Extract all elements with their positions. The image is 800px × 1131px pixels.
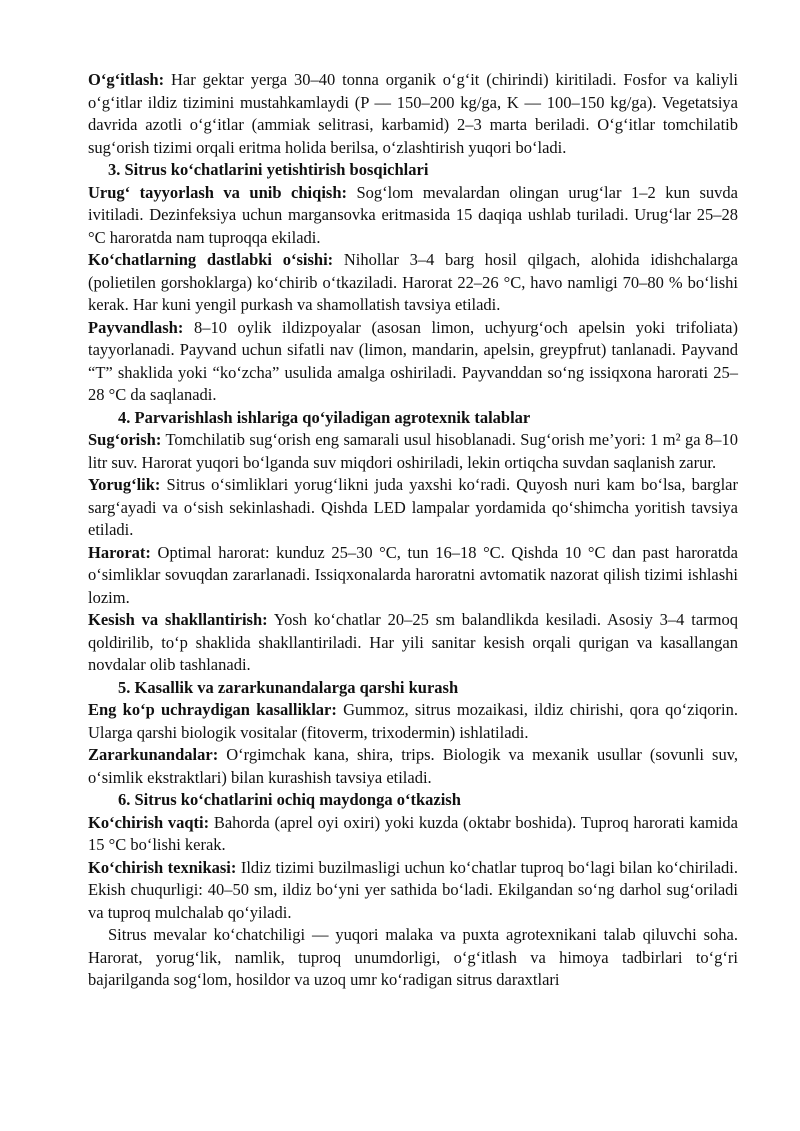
paragraph-pests <box>88 744 738 789</box>
paragraph-transplant-technique <box>88 857 738 925</box>
paragraph-transplant-time <box>88 812 738 857</box>
paragraph-label: Sug‘orish: <box>88 430 162 449</box>
paragraph-seed-preparation <box>88 182 738 250</box>
paragraph-label: Ko‘chatlarning dastlabki o‘sishi: <box>88 250 334 269</box>
section-heading-6: 6. Sitrus ko‘chatlarini ochiq maydonga o‘tkazish <box>118 790 461 809</box>
paragraph-fertilizing <box>88 69 738 159</box>
paragraph-text: Har gektar yerga 30–40 tonna organik o‘g‘it (chirindi) kiritiladi. Fosfor va kaliyli o‘g‘itlar ildiz tizimini mustahkamlaydi (P — 150–200 kg/ga, K — 100–150 kg/ga). Vegetatsiya davrida azotli o‘g‘itlar (ammiak selitrasi, karbamid) 2–3 marta beriladi. O‘g‘itlar tomchilatib sug‘orish tizimi orqali eritma holida berilsa, o‘zlashtirish yuqori bo‘ladi. <box>88 70 738 157</box>
paragraph-label: Urug‘ tayyorlash va unib chiqish: <box>88 182 347 202</box>
paragraph-label: Payvandlash: <box>88 317 184 337</box>
paragraph-irrigation <box>88 429 738 474</box>
paragraph-text: Ildiz tizimi buzilmasligi uchun ko‘chatlar tuproq bo‘lagi bilan ko‘chiriladi. Ekish chuqurligi: 40–50 sm, ildiz bo‘yni yer sathida bo‘ladi. Ekilgandan so‘ng darhol sug‘oriladi va tuproq mulchalab qo‘yiladi. <box>88 857 738 922</box>
paragraph-label: Eng ko‘p uchraydigan kasalliklar: <box>88 700 337 719</box>
section-heading-5: 5. Kasallik va zararkunandalarga qarshi kurash <box>118 677 459 697</box>
paragraph-label: Kesish va shakllantirish: <box>88 610 268 629</box>
paragraph-text: Sitrus o‘simliklari yorug‘likni juda yaxshi ko‘radi. Quyosh nuri kam bo‘lsa, barglar sarg‘ayadi va o‘sish sekinlashadi. Qishda LED lampalar yordamida qo‘shimcha yoritish tavsiya etiladi. <box>88 475 738 539</box>
paragraph-text: Nihollar 3–4 barg hosil qilgach, alohida idishchalarga (polietilen gorshoklarga) ko‘chirib o‘tkaziladi. Harorat 22–26 °C, havo namligi 70–80 % bo‘lishi kerak. Har kuni yengil purkash va shamollatish tavsiya etiladi. <box>88 250 738 314</box>
section-heading-3: 3. Sitrus ko‘chatlarini yetishtirish bosqichlari <box>108 160 429 179</box>
paragraph-text: Gummoz, sitrus mozaikasi, ildiz chirishi, qora qo‘ziqorin. Ularga qarshi biologik vositalar (fitoverm, trixodermin) ishlatiladi. <box>88 700 738 742</box>
paragraph-label: Ko‘chirish vaqti: <box>88 812 210 832</box>
paragraph-light <box>88 474 738 542</box>
paragraph-text: O‘rgimchak kana, shira, trips. Biologik va mexanik usullar (sovunli suv, o‘simlik ekstraktlari) bilan kurashish tavsiya etiladi. <box>88 745 738 787</box>
paragraph-text: Sog‘lom mevalardan olingan urug‘lar 1–2 kun suvda ivitiladi. Dezinfeksiya uchun margansovka eritmasida 15 daqiqa ushlab turiladi. Urug‘lar 25–28 °C haroratda nam tuproqqa ekiladi. <box>88 182 738 247</box>
paragraph-grafting <box>88 317 738 407</box>
paragraph-label: Zararkunandalar: <box>88 745 219 764</box>
paragraph-label: O‘g‘itlash: <box>88 70 165 89</box>
paragraph-initial-growth <box>88 249 738 317</box>
paragraph-diseases <box>88 699 738 744</box>
paragraph-label: Harorat: <box>88 542 151 562</box>
paragraph-label: Ko‘chirish texnikasi: <box>88 857 237 877</box>
paragraph-pruning <box>88 609 738 677</box>
paragraph-text: 8–10 oylik ildizpoyalar (asosan limon, uchyurg‘och apelsin yoki trifoliata) tayyorlanadi. Payvand uchun sifatli nav (limon, mandarin, apelsin, greypfrut) tanlanadi. Payvand “T” shaklida yoki “ko‘zcha” usulida amalga oshiriladi. Payvanddan so‘ng issiqxona harorati 25–28 °C da saqlanadi. <box>88 317 738 404</box>
paragraph-label: Yorug‘lik: <box>88 475 161 494</box>
paragraph-text: Bahorda (aprel oyi oxiri) yoki kuzda (oktabr boshida). Tuproq harorati kamida 15 °C bo‘lishi kerak. <box>88 812 738 854</box>
paragraph-text: Yosh ko‘chatlar 20–25 sm balandlikda kesiladi. Asosiy 3–4 tarmoq qoldirilib, to‘p shaklida shakllantiriladi. Har yili sanitar kesish orqali qurigan va kasallangan novdalar olib tashlanadi. <box>88 610 738 674</box>
paragraph-text: Optimal harorat: kunduz 25–30 °C, tun 16–18 °C. Qishda 10 °C dan past haroratda o‘simliklar sovuqdan zararlanadi. Issiqxonalarda haroratni avtomatik nazorat qilish tizimi ishlashi lozim. <box>88 542 738 607</box>
paragraph-closing: Sitrus mevalar ko‘chatchiligi — yuqori malaka va puxta agrotexnikani talab qiluvchi soha. Harorat, yorug‘lik, namlik, tuproq unumdorligi, o‘g‘itlash va himoya tadbirlari to‘g‘ri bajarilganda sog‘lom, hosildor va uzoq umr ko‘radigan sitrus daraxtlari <box>88 925 738 989</box>
paragraph-temperature <box>88 542 738 610</box>
paragraph-text: Tomchilatib sug‘orish eng samarali usul hisoblanadi. Sug‘orish me’yori: 1 m² ga 8–10 litr suv. Harorat yuqori bo‘lganda suv miqdori oshiriladi, lekin ortiqcha suvdan saqlanish zarur. <box>88 430 738 472</box>
section-heading-4: 4. Parvarishlash ishlariga qo‘yiladigan agrotexnik talablar <box>118 407 531 427</box>
